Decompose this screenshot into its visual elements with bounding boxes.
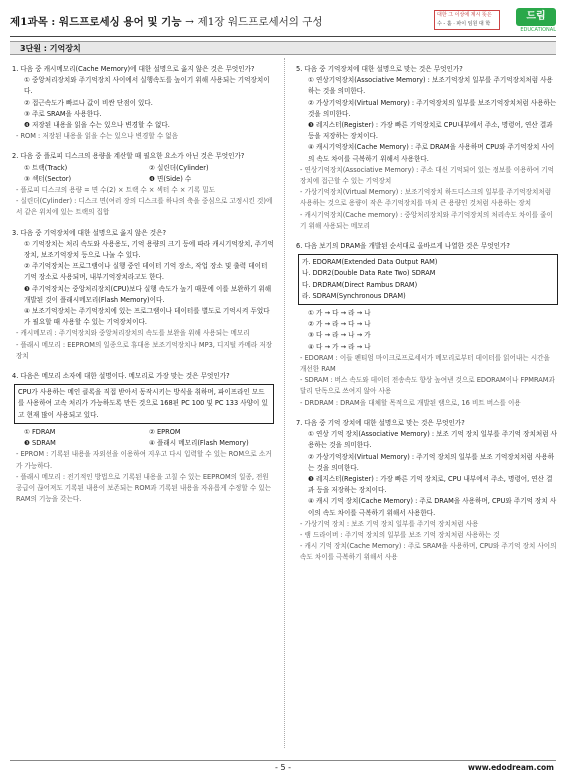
box-line: 다. DRDRAM(Direct Rambus DRAM) xyxy=(302,280,418,289)
footer-rule xyxy=(10,760,556,761)
answer-option: ④ 캐시 기억 장치(Cache Memory) : 주로 DRAM을 사용하며, CPU와 주기억 장치 사이의 속도 차이를 극복하기 위해서 사용한다. xyxy=(308,497,557,517)
page-number: - 5 - xyxy=(275,763,291,772)
answer-option: ① FDRAM xyxy=(24,427,56,436)
explanation-note: - 연상기억장치(Associative Memory) : 주소 대신 기억되어 있는 정보를 이용하여 기억 장치에 접근할 수 있는 기억장치 xyxy=(300,165,555,186)
brand-sub: EDUCATIONAL xyxy=(520,27,556,33)
question xyxy=(12,371,274,505)
answer-option: ② 접근속도가 빠르나 값이 비싼 단점이 있다. xyxy=(24,98,153,107)
answer-option: ② 가상기억장치(Virtual Memory) : 주기억 장치의 일부를 보조 기억장치처럼 사용하는 것을 의미한다. xyxy=(308,452,555,472)
explanation-note: - 캐시메모리 : 주기억장치와 중앙처리장치의 속도를 보완을 위해 사용되는 메모리 xyxy=(16,329,250,338)
answer-option: ② 실린더(Cylinder) xyxy=(149,163,209,172)
explanation-note: - 플로피 디스크의 용량 = 면 수(2) × 트랙 수 × 섹터 수 × 기록 밀도 xyxy=(16,186,216,195)
question-stem: 4. 다음은 메모리 소자에 대한 설명이다. 메모리로 가장 맞는 것은 무엇인가? xyxy=(12,372,230,381)
answer-option: ① 연상기억장치(Associative Memory) : 보조기억장치 일부를 주기억장치처럼 사용하는 것을 의미한다. xyxy=(308,76,553,96)
explanation-note: - 플래시 메모리 : 전기적인 방법으로 기록된 내용을 고칠 수 있는 EEPROM의 일종, 전원공급이 끊어져도 기록된 내용이 보존되는 ROM과 기록된 내용을 자유롭게 수정할 수 있는 RAM의 기능을 갖는다. xyxy=(16,472,272,504)
answer-option: ④ 다 → 가 → 라 → 나 xyxy=(308,342,371,351)
arrow-icon: → xyxy=(185,16,194,28)
answer-option: ① 기억장치는 처리 속도와 사용용도, 기억 용량의 크기 등에 따라 캐시기억장치, 주기억장치, 보조기억장치 등으로 나눌 수 있다. xyxy=(24,239,274,260)
question-stem: 2. 다음 중 플로피 디스크의 용량을 계산할 때 필요한 요소가 아닌 것은 무엇인가? xyxy=(12,152,245,161)
question xyxy=(296,418,558,564)
answer-option: ① 가 → 다 → 라 → 나 xyxy=(308,309,371,318)
explanation-note: - 캐시 기억 장치(Cache Memory) : 주로 SRAM을 사용하며, CPU와 주기억 장치 사이의 속도 차이를 극복하기 위해서 사용 xyxy=(300,542,557,562)
answer-option: ③ 다 → 라 → 나 → 가 xyxy=(308,331,371,340)
answer-option: ❸ 주기억장치는 중앙처리장치(CPU)보다 실행 속도가 높기 때문에 이를 보완하기 위해 개발된 것이 플래시메모리(Flash Memory)이다. xyxy=(24,284,272,304)
answer-option: ② EPROM xyxy=(149,427,181,436)
explanation-note: - DRDRAM : DRAM을 대체할 목적으로 개발된 램으로, 16 비트 버스를 이용 xyxy=(300,398,521,407)
answer-option: ① 연상 기억 장치(Associative Memory) : 보조 기억 장치 일부를 주기억 장치처럼 사용하는 것을 의미한다. xyxy=(308,430,558,450)
brand-name: 드림 xyxy=(516,8,556,26)
box-line: 나. DDR2(Double Data Rate Two) SDRAM xyxy=(302,269,436,278)
explanation-note: - 가상기억장치(Virtual Memory) : 보조기억장치 하드디스크의 일부를 주기억장치처럼 사용하는 것으로 용량이 작은 주기억장치를 마치 큰 용량인 것처럼 사용하는 장치 xyxy=(300,188,552,208)
answer-option: ③ 주로 SRAM을 사용한다. xyxy=(24,109,102,118)
explanation-note: - ROM : 저장된 내용을 읽을 수는 있으나 변경할 수 없음 xyxy=(16,132,179,141)
answer-grid xyxy=(12,163,274,185)
explanation-note: - EPROM : 기록된 내용을 자외선을 이용하여 지우고 다시 입력할 수 있는 ROM으로 소거가 가능하다. xyxy=(16,450,272,470)
explanation-note: - 가상기억 장치 : 보조 기억 장치 일부를 주기억 장치처럼 사용 xyxy=(300,519,479,528)
answer-option: ④ 플래시 메모리(Flash Memory) xyxy=(149,439,249,448)
answer-option: ❸ SDRAM xyxy=(24,439,56,448)
explanation-note: - EDORAM : 이들 펜티엄 마이크로프로세서가 메모리로부터 데이터를 읽어내는 시간을 개선한 RAM xyxy=(300,353,550,374)
page-title xyxy=(10,14,323,29)
site-url: www.edodream.com xyxy=(467,763,554,772)
question-box xyxy=(298,254,558,305)
question-stem: 6. 다음 보기의 DRAM을 개발된 순서대로 올바르게 나열한 것은 무엇인가? xyxy=(296,242,510,251)
explanation-note: - 플래시 메모리 : EEPROM의 일종으로 휴대용 보조기억장치나 MP3, 디지털 카메라 저장 장치 xyxy=(16,340,273,360)
answer-option: ❹ 면(Side) 수 xyxy=(149,174,192,183)
subject-title: 제1과목 : 워드프로세싱 용어 및 기능 xyxy=(10,16,182,28)
explanation-note: - SDRAM : 버스 속도와 데이터 전송속도 향상 높여낸 것으로 EDORAM이나 FPMRAM과 달리 단독으로 쓰여지 않아 사용 xyxy=(300,376,555,396)
unit-title: 3단원 : 기억장치 xyxy=(10,41,556,55)
answer-option: ③ 섹터(Sector) xyxy=(24,174,72,183)
answer-option: ④ 캐시기억장치(Cache Memory) : 주로 DRAM을 사용하며 CPU와 주기억장치 사이의 속도 차이를 극복하기 위해서 사용한다. xyxy=(308,143,555,163)
answer-option: ② 가상기억장치(Virtual Memory) : 주기억장치의 일부를 보조기억장치처럼 사용하는 것을 의미한다. xyxy=(308,98,557,118)
answer-grid xyxy=(12,427,274,449)
question xyxy=(296,241,558,409)
header-rule xyxy=(10,36,556,37)
answer-option: ② 가 → 라 → 다 → 나 xyxy=(308,320,371,329)
question xyxy=(12,64,274,142)
box-line: 라. SDRAM(Synchronous DRAM) xyxy=(302,291,406,300)
explanation-note: - 캐시기억장치(Cache memory) : 중앙처리장치와 주기억장치의 처리속도 차이를 줄이기 위해 사용되는 메모리 xyxy=(300,210,553,230)
question-stem: 1. 다음 중 캐시메모리(Cache Memory)에 대한 설명으로 옳지 않은 것은 무엇인가? xyxy=(12,65,255,73)
answer-option: ① 트랙(Track) xyxy=(24,163,68,172)
answer-option: ❹ 저장된 내용을 읽을 수는 있으나 변경할 수 없다. xyxy=(24,121,170,130)
column-divider xyxy=(284,58,285,748)
chapter-title: 제1장 워드프로세서의 구성 xyxy=(197,16,323,28)
explanation-note: - 실린더(Cylinder) : 디스크 면(여러 장의 디스크를 하나의 축을 중심으로 고정시킨 것)에서 같은 위치에 있는 트랙의 집합 xyxy=(16,197,273,217)
box-line: 가. EDORAM(Extended Data Output RAM) xyxy=(302,258,438,267)
question xyxy=(12,151,274,218)
answer-option: ④ 보조기억장치는 주기억장치에 있는 프로그램이나 데이터를 별도로 기억시켜 두었다가 필요할 때 사용할 수 있는 기억장치이다. xyxy=(24,307,270,327)
brand-logo xyxy=(508,8,556,34)
question-box: CPU가 사용하는 메인 클록을 직접 받아서 동작시키는 방식을 취하며, 파이프라인 모드를 사용하여 고속 처리가 가능하도록 만든 것으로 168핀 PC 100 및 PC 133 사양이 있고 현재 많이 사용되고 있다. xyxy=(14,384,274,424)
question-stem: 5. 다음 중 기억장치에 대한 설명으로 맞는 것은 무엇인가? xyxy=(296,65,463,73)
right-column xyxy=(296,64,558,573)
explanation-note: - 램 드라이버 : 주기억 장치의 일부를 보조 기억 장치처럼 사용하는 것 xyxy=(300,530,500,539)
publisher-logo: 대한 그 이상에 계시 뜻은 수 - 훌 · 파이 임원 대 학 xyxy=(434,10,500,30)
answer-option: ② 주기억장치는 프로그램이나 실행 중인 데이터 기억 장소, 작업 장소 및 출력 데이터 기억 장소로 사용되며, 내부기억장치라고도 한다. xyxy=(24,262,268,282)
left-column xyxy=(12,64,274,514)
answer-option: ❸ 레지스터(Register) : 가장 빠른 기억 장치로, CPU 내부에서 주소, 명령어, 연산 결과 등을 저장하는 장치이다. xyxy=(308,474,553,495)
question xyxy=(296,64,558,232)
question xyxy=(12,228,274,362)
answer-option: ① 중앙처리장치와 주기억장치 사이에서 실행속도를 높이기 위해 사용되는 기억장치이다. xyxy=(24,76,270,96)
question-stem: 7. 다음 중 기억 장치에 대한 설명으로 맞는 것은 무엇인가? xyxy=(296,418,465,427)
question-stem: 3. 다음 중 기억장치에 대한 설명으로 옳지 않은 것은? xyxy=(12,228,166,237)
answer-option: ❸ 레지스터(Register) : 가장 빠른 기억장치로 CPU내부에서 주소, 명령어, 연산 결과 등을 저장하는 장치이다. xyxy=(308,121,553,141)
